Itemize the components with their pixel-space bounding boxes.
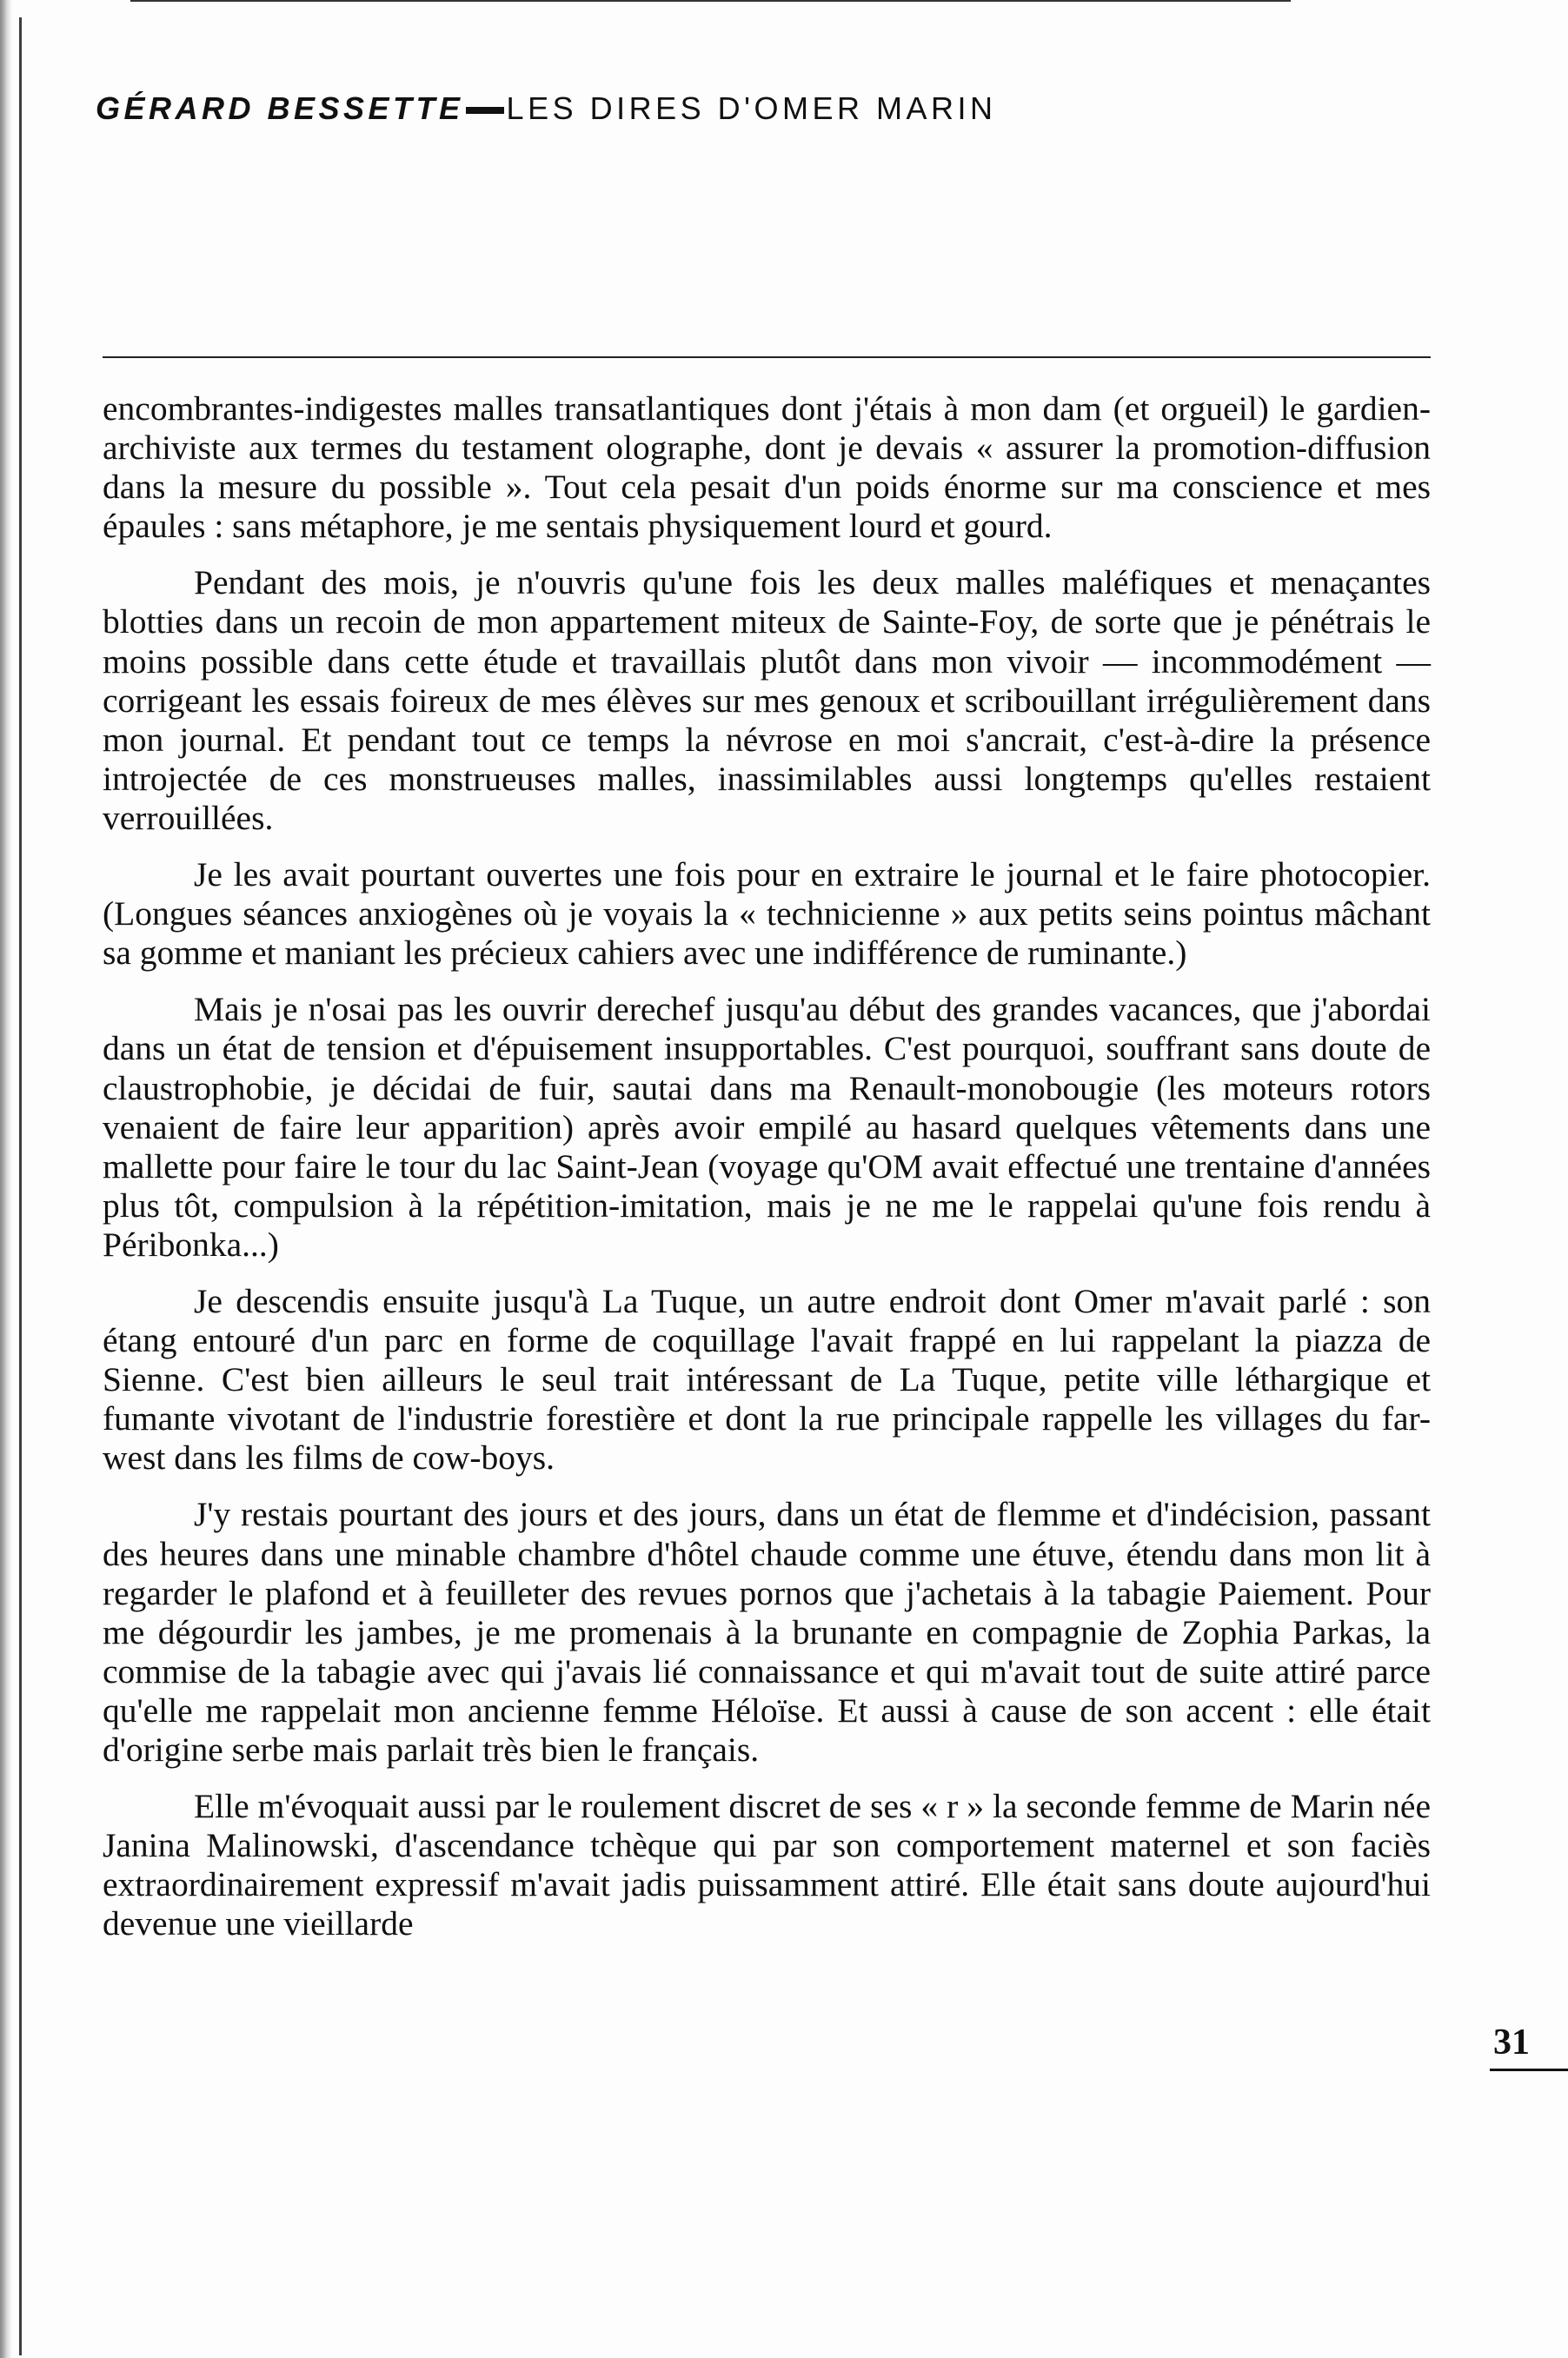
header-rule: [103, 356, 1431, 358]
top-edge-rule: [130, 0, 1291, 2]
running-head-title: LES DIRES D'OMER MARIN: [506, 90, 997, 126]
binding-shadow: [0, 0, 12, 2358]
binding-line: [19, 17, 22, 2355]
paragraph-6: J'y restais pourtant des jours et des jours, dans un état de flemme et d'indécision, passant des heures dans une minable chambre d'hôtel chaude comme une étuve, étendu dans mon lit à regarder le plafond et à feuilleter des revues pornos que j'achetais à la tabagie Paiement. Pour me dégourdir les jambes, je me promenais à la brunante en compagnie de Zophia Parkas, la commise de la tabagie avec qui j'avais lié connaissance et qui m'avait tout de suite attiré parce qu'elle me rappelait mon ancienne femme Héloïse. Et aussi à cause de son accent : elle était d'origine serbe mais parlait très bien le français.: [103, 1495, 1431, 1769]
paragraph-7: Elle m'évoquait aussi par le roulement discret de ses « r » la seconde femme de Marin née Janina Malinowski, d'ascendance tchèque qui par son comportement maternel et son faciès extraordinairement expressif m'avait jadis puissamment attiré. Elle était sans doute aujourd'hui devenue une vieillarde: [103, 1787, 1431, 1943]
page-number: 31: [1493, 2023, 1530, 2062]
page-number-rule: [1490, 2069, 1568, 2071]
paragraph-3: Je les avait pourtant ouvertes une fois pour en extraire le journal et le faire photocopier. (Longues séances anxiogènes où je voyais la « technicienne » aux petits seins pointus mâchant sa gomme et maniant les précieux cahiers avec une indifférence de ruminante.): [103, 855, 1431, 973]
running-head-separator: [466, 107, 504, 114]
running-head: [96, 90, 997, 127]
paragraph-1: encombrantes-indigestes malles transatlantiques dont j'étais à mon dam (et orgueil) le gardien-archiviste aux termes du testament olographe, dont je devais « assurer la promotion-diffusion dans la mesure du possible ». Tout cela pesait d'un poids énorme sur ma conscience et mes épaules : sans métaphore, je me sentais physiquement lourd et gourd.: [103, 389, 1431, 546]
paragraph-4: Mais je n'osai pas les ouvrir derechef jusqu'au début des grandes vacances, que j'abordai dans un état de tension et d'épuisement insupportables. C'est pourquoi, souffrant sans doute de claustrophobie, je décidai de fuir, sautai dans ma Renault-monobougie (les moteurs rotors venaient de faire leur apparition) après avoir empilé au hasard quelques vêtements dans une mallette pour faire le tour du lac Saint-Jean (voyage qu'OM avait effectué une trentaine d'années plus tôt, compulsion à la répétition-imitation, mais je ne me le rappelai qu'une fois rendu à Péribonka...): [103, 990, 1431, 1264]
running-head-author: GÉRARD BESSETTE: [96, 90, 464, 126]
paragraph-2: Pendant des mois, je n'ouvris qu'une fois les deux malles maléfiques et menaçantes blotties dans un recoin de mon appartement miteux de Sainte-Foy, de sorte que je pénétrais le moins possible dans cette étude et travaillais plutôt dans mon vivoir — incommodément — corrigeant les essais foireux de mes élèves sur mes genoux et scribouillant irrégulièrement dans mon journal. Et pendant tout ce temps la névrose en moi s'ancrait, c'est-à-dire la présence introjectée de ces monstrueuses malles, inassimilables aussi longtemps qu'elles restaient verrouillées.: [103, 563, 1431, 837]
paragraph-5: Je descendis ensuite jusqu'à La Tuque, un autre endroit dont Omer m'avait parlé : son étang entouré d'un parc en forme de coquillage l'avait frappé en lui rappelant la piazza de Sienne. C'est bien ailleurs le seul trait intéressant de La Tuque, petite ville léthargique et fumante vivotant de l'industrie forestière et dont la rue principale rappelle les villages du far-west dans les films de cow-boys.: [103, 1281, 1431, 1478]
body-text: [103, 389, 1431, 1961]
